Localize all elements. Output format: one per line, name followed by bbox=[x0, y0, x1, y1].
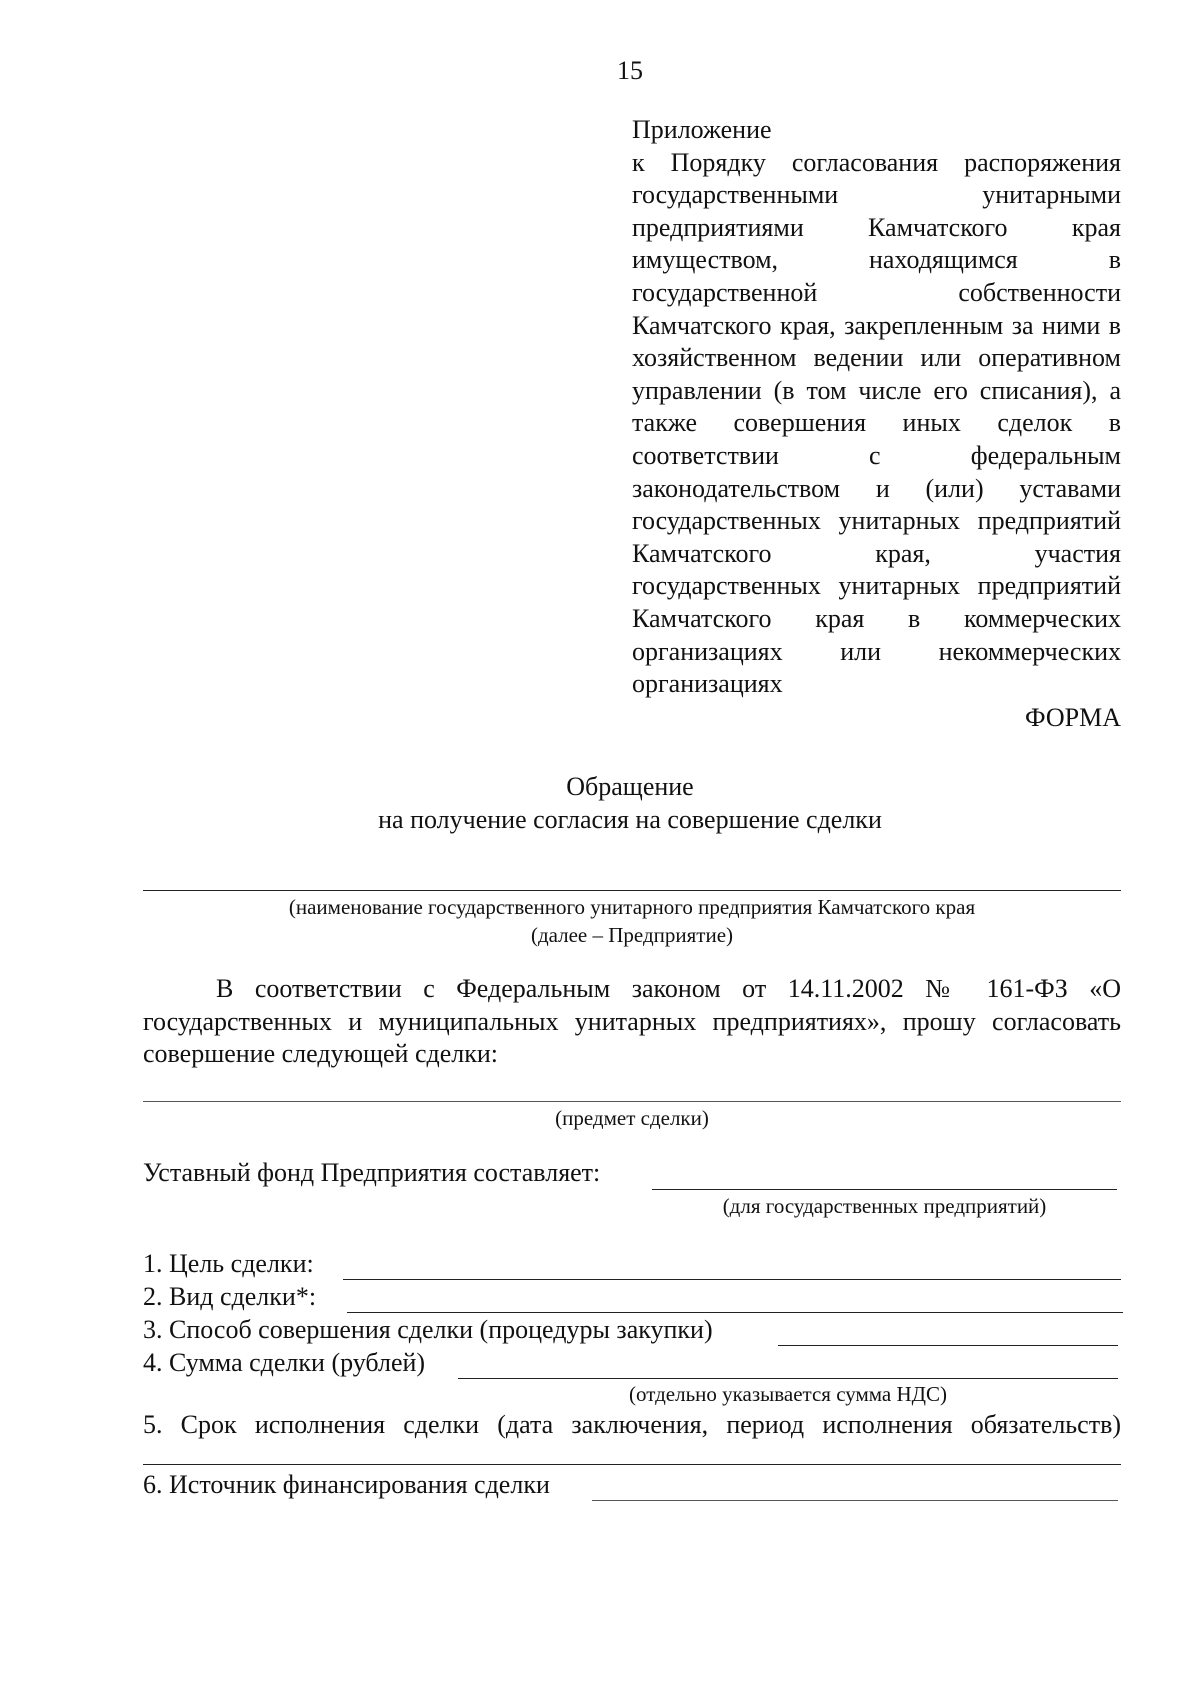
form-label: ФОРМА bbox=[1025, 703, 1121, 732]
document-subtitle: на получение согласия на совершение сделки bbox=[378, 805, 882, 834]
appendix-text: к Порядку согласования распоряжения государственными унитарными предприятиями Камчатского края имуществом, находящимся в государственной собственности Камчатского края, закрепленным за ними в хозяйственном ведении или оперативном управлении (в том числе его списания), а также совершения иных сделок в соответствии с федеральным законодательством и (или) уставами государственных унитарных предприятий Камчатского края, участия государственных унитарных предприятий Камчатского края в коммерческих организациях или некоммерческих организациях bbox=[632, 147, 1121, 699]
item-goal-label: 1. Цель сделки: bbox=[143, 1249, 314, 1278]
item-funding-label: 6. Источник финансирования сделки bbox=[143, 1470, 550, 1499]
charter-fund-caption: (для государственных предприятий) bbox=[722, 1194, 1047, 1218]
item-type-line[interactable] bbox=[347, 1312, 1123, 1313]
appendix-block bbox=[632, 114, 1121, 701]
item-funding-line[interactable] bbox=[592, 1500, 1118, 1501]
page-number: 15 bbox=[617, 56, 643, 85]
item-term-label: 5. Срок исполнения сделки (дата заключения, период исполнения обязательств) bbox=[143, 1410, 1121, 1439]
appendix-heading: Приложение bbox=[632, 115, 772, 144]
deal-subject-caption: (предмет сделки) bbox=[555, 1106, 709, 1130]
charter-fund-line[interactable] bbox=[652, 1189, 1117, 1190]
item-goal-line[interactable] bbox=[343, 1279, 1121, 1280]
deal-subject-line[interactable] bbox=[143, 1101, 1121, 1102]
item-amount-caption: (отдельно указывается сумма НДС) bbox=[629, 1382, 947, 1406]
item-amount-label: 4. Сумма сделки (рублей) bbox=[143, 1348, 426, 1377]
item-method-line[interactable] bbox=[778, 1345, 1118, 1346]
charter-fund-label: Уставный фонд Предприятия составляет: bbox=[143, 1158, 601, 1187]
item-amount-line[interactable] bbox=[458, 1378, 1118, 1379]
enterprise-name-line[interactable] bbox=[143, 890, 1121, 891]
item-term-line[interactable] bbox=[143, 1464, 1121, 1465]
enterprise-caption-1: (наименование государственного унитарного предприятия Камчатского края bbox=[288, 895, 976, 919]
intro-paragraph: В соответствии с Федеральным законом от 14.11.2002 № 161-ФЗ «О государственных и муниципальных унитарных предприятиях», прошу согласовать совершение следующей сделки: bbox=[143, 974, 1121, 1069]
document-title: Обращение bbox=[566, 772, 694, 801]
enterprise-caption-2: (далее – Предприятие) bbox=[530, 923, 734, 947]
item-type-label: 2. Вид сделки*: bbox=[143, 1282, 317, 1311]
item-method-label: 3. Способ совершения сделки (процедуры закупки) bbox=[143, 1315, 713, 1344]
